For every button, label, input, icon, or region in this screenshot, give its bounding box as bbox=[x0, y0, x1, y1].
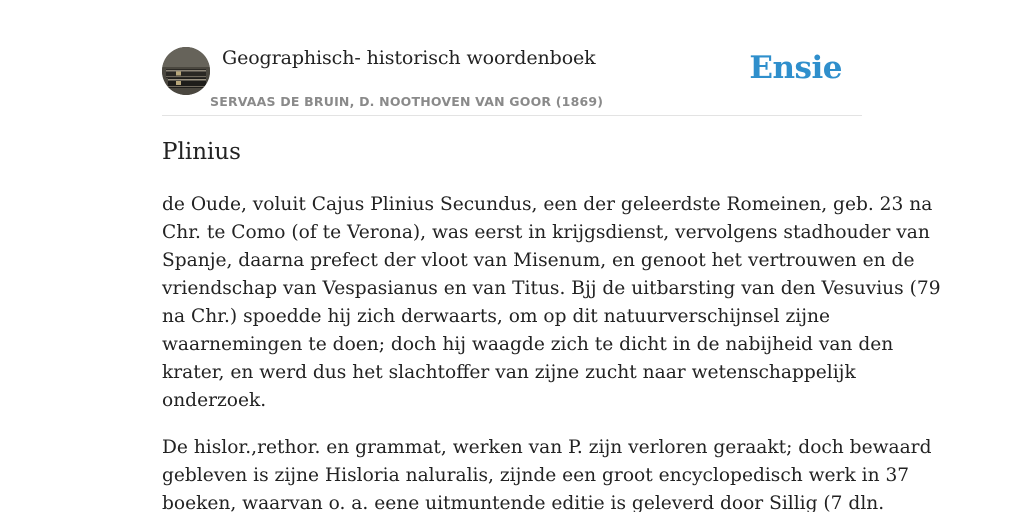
text-line: Chr. te Como (of te Verona), was eerst in krijgsdienst, vervolgens stadhouder van bbox=[162, 222, 930, 243]
header bbox=[162, 46, 862, 116]
text-line: vriendschap van Vespasianus en van Titus. Bjj de uitbarsting van den Vesuvius (79 bbox=[162, 278, 941, 299]
paragraph bbox=[162, 434, 932, 512]
entry-body bbox=[162, 191, 941, 512]
book-title[interactable]: Geographisch- historisch woordenboek bbox=[222, 47, 596, 69]
brand-logo[interactable]: Ensie bbox=[749, 50, 842, 86]
book-cover-icon[interactable] bbox=[162, 47, 210, 95]
book-author: SERVAAS DE BRUIN, D. NOOTHOVEN VAN GOOR (1869) bbox=[210, 94, 604, 109]
text-line: na Chr.) spoedde hij zich derwaarts, om op dit natuurverschijnsel zijne bbox=[162, 306, 830, 327]
text-line: krater, en werd dus het slachtoffer van zijne zucht naar wetenschappelijk bbox=[162, 362, 856, 383]
text-line: De hislor.,rethor. en grammat, werken van P. zijn verloren geraakt; doch bewaard bbox=[162, 437, 932, 458]
text-line: gebleven is zijne Hisloria naluralis, zijnde een groot encyclopedisch werk in 37 bbox=[162, 465, 910, 486]
text-line: waarnemingen te doen; doch hij waagde zich te dicht in de nabijheid van den bbox=[162, 334, 894, 355]
text-line: boeken, waarvan o. a. eene uitmuntende editie is geleverd door Sillig (7 dln. bbox=[162, 493, 885, 512]
paragraph bbox=[162, 191, 941, 415]
text-line: Spanje, daarna prefect der vloot van Misenum, en genoot het vertrouwen en de bbox=[162, 250, 915, 271]
text-line: onderzoek. bbox=[162, 390, 267, 411]
text-line: de Oude, voluit Cajus Plinius Secundus, een der geleerdste Romeinen, geb. 23 na bbox=[162, 194, 933, 215]
entry-title: Plinius bbox=[162, 139, 241, 165]
